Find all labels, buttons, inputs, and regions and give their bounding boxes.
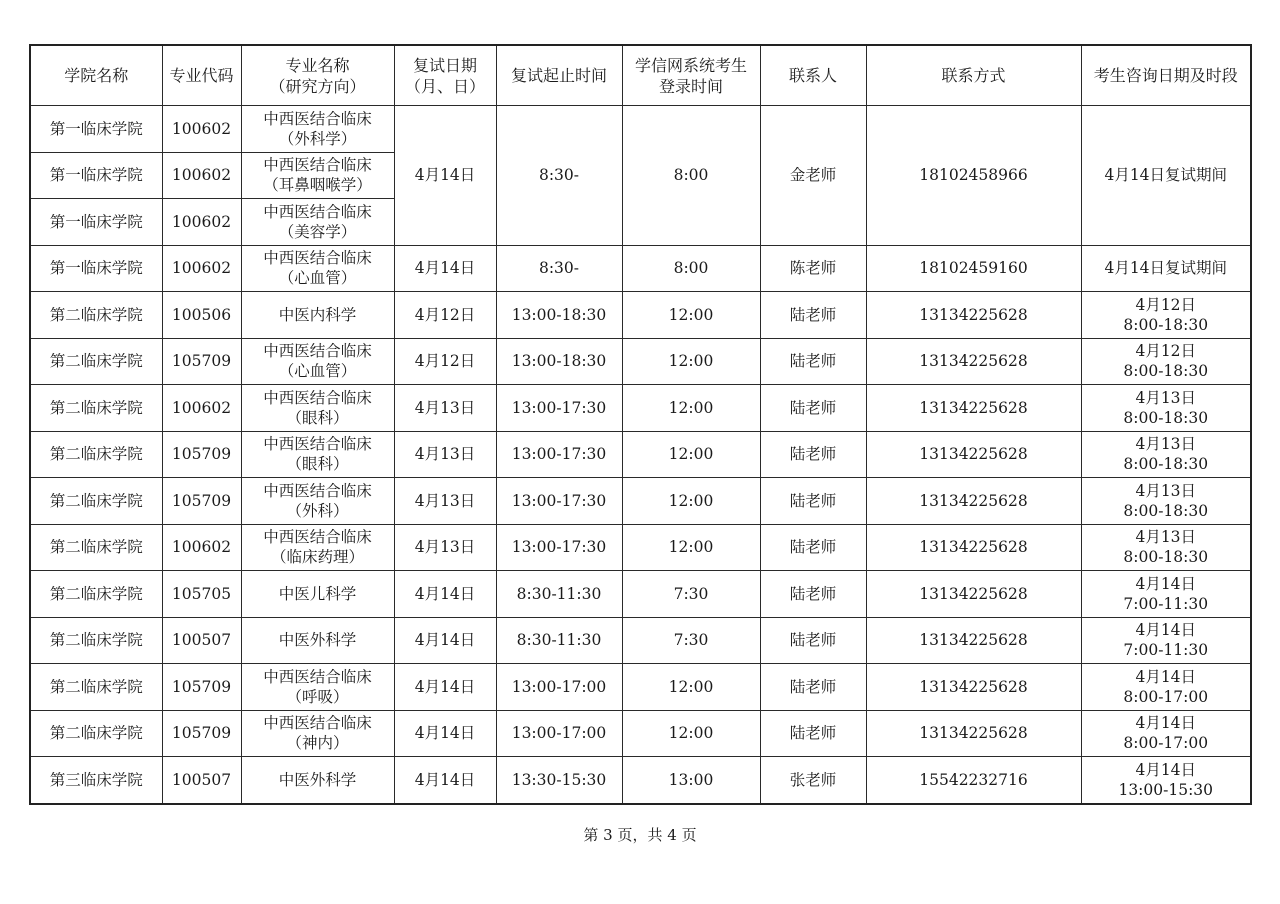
code-cell: 105709 [162,478,241,525]
consult-cell: 4月14日 13:00-15:30 [1081,757,1251,804]
date-cell: 4月12日 [394,338,496,385]
code-cell: 100602 [162,152,241,199]
header-interview-time: 复试起止时间 [496,45,622,106]
header-consult: 考生咨询日期及时段 [1081,45,1251,106]
major-cell: 中西医结合临床 （心血管） [241,338,394,385]
consult-cell: 4月14日复试期间 [1081,245,1251,292]
page-footer: 第 3 页，共 4 页 [583,826,697,844]
major-cell: 中西医结合临床 （呼吸） [241,664,394,711]
table-row [30,757,1251,804]
consult-cell: 4月13日 8:00-18:30 [1081,385,1251,432]
login-cell: 12:00 [622,478,760,525]
login-cell: 7:30 [622,617,760,664]
contact-cell: 陈老师 [760,245,866,292]
major-cell: 中西医结合临床 （耳鼻咽喉学） [241,152,394,199]
major-cell: 中西医结合临床 （外科） [241,478,394,525]
consult-cell: 4月14日 8:00-17:00 [1081,664,1251,711]
code-cell: 100506 [162,292,241,339]
header-contact: 联系人 [760,45,866,106]
code-cell: 100602 [162,199,241,246]
phone-cell: 13134225628 [866,524,1081,571]
login-cell: 12:00 [622,292,760,339]
consult-cell: 4月13日 8:00-18:30 [1081,524,1251,571]
table-row [30,617,1251,664]
login-cell: 12:00 [622,385,760,432]
table-row [30,292,1251,339]
college-cell: 第二临床学院 [30,524,162,571]
header-interview-date: 复试日期 （月、日） [394,45,496,106]
time-cell: 8:30-11:30 [496,617,622,664]
phone-cell: 15542232716 [866,757,1081,804]
code-cell: 105705 [162,571,241,618]
header-row [30,45,1251,106]
phone-cell: 13134225628 [866,617,1081,664]
major-cell: 中医儿科学 [241,571,394,618]
college-cell: 第二临床学院 [30,478,162,525]
time-cell: 13:30-15:30 [496,757,622,804]
header-phone: 联系方式 [866,45,1081,106]
consult-cell: 4月14日 7:00-11:30 [1081,617,1251,664]
header-major-name: 专业名称 （研究方向） [241,45,394,106]
date-cell: 4月13日 [394,478,496,525]
time-cell: 8:30- [496,106,622,246]
table-row [30,524,1251,571]
date-cell: 4月14日 [394,617,496,664]
contact-cell: 张老师 [760,757,866,804]
table-row [30,338,1251,385]
table-row [30,478,1251,525]
college-cell: 第二临床学院 [30,385,162,432]
time-cell: 8:30-11:30 [496,571,622,618]
contact-cell: 陆老师 [760,664,866,711]
time-cell: 13:00-17:00 [496,664,622,711]
phone-cell: 13134225628 [866,431,1081,478]
table-row [30,385,1251,432]
time-cell: 13:00-17:00 [496,710,622,757]
date-cell: 4月14日 [394,245,496,292]
major-cell: 中西医结合临床 （眼科） [241,431,394,478]
table-row [30,710,1251,757]
time-cell: 13:00-17:30 [496,524,622,571]
table-row [30,245,1251,292]
login-cell: 13:00 [622,757,760,804]
contact-cell: 陆老师 [760,710,866,757]
header-login-time: 学信网系统考生 登录时间 [622,45,760,106]
consult-cell: 4月13日 8:00-18:30 [1081,431,1251,478]
college-cell: 第二临床学院 [30,664,162,711]
college-cell: 第一临床学院 [30,106,162,153]
consult-cell: 4月14日复试期间 [1081,106,1251,246]
login-cell: 8:00 [622,245,760,292]
phone-cell: 13134225628 [866,710,1081,757]
date-cell: 4月14日 [394,106,496,246]
login-cell: 12:00 [622,431,760,478]
contact-cell: 陆老师 [760,292,866,339]
table-row [30,431,1251,478]
college-cell: 第一临床学院 [30,199,162,246]
major-cell: 中西医结合临床 （眼科） [241,385,394,432]
consult-cell: 4月14日 7:00-11:30 [1081,571,1251,618]
phone-cell: 13134225628 [866,338,1081,385]
login-cell: 12:00 [622,664,760,711]
login-cell: 12:00 [622,338,760,385]
phone-cell: 13134225628 [866,664,1081,711]
major-cell: 中西医结合临床 （临床药理） [241,524,394,571]
contact-cell: 陆老师 [760,617,866,664]
login-cell: 7:30 [622,571,760,618]
time-cell: 13:00-18:30 [496,292,622,339]
code-cell: 105709 [162,710,241,757]
college-cell: 第二临床学院 [30,710,162,757]
date-cell: 4月14日 [394,710,496,757]
contact-cell: 陆老师 [760,571,866,618]
time-cell: 13:00-17:30 [496,431,622,478]
contact-cell: 陆老师 [760,478,866,525]
code-cell: 105709 [162,664,241,711]
college-cell: 第二临床学院 [30,571,162,618]
college-cell: 第二临床学院 [30,338,162,385]
college-cell: 第二临床学院 [30,617,162,664]
table-row [30,664,1251,711]
date-cell: 4月14日 [394,571,496,618]
consult-cell: 4月12日 8:00-18:30 [1081,292,1251,339]
time-cell: 13:00-17:30 [496,478,622,525]
major-cell: 中医外科学 [241,617,394,664]
college-cell: 第一临床学院 [30,152,162,199]
phone-cell: 13134225628 [866,292,1081,339]
table-row [30,106,1251,153]
contact-cell: 金老师 [760,106,866,246]
consult-cell: 4月12日 8:00-18:30 [1081,338,1251,385]
contact-cell: 陆老师 [760,431,866,478]
table-row [30,571,1251,618]
code-cell: 100602 [162,524,241,571]
contact-cell: 陆老师 [760,524,866,571]
college-cell: 第二临床学院 [30,292,162,339]
major-cell: 中西医结合临床 （心血管） [241,245,394,292]
major-cell: 中西医结合临床 （外科学） [241,106,394,153]
phone-cell: 18102459160 [866,245,1081,292]
date-cell: 4月14日 [394,757,496,804]
code-cell: 100507 [162,757,241,804]
code-cell: 105709 [162,338,241,385]
code-cell: 100602 [162,385,241,432]
phone-cell: 13134225628 [866,571,1081,618]
header-major-code: 专业代码 [162,45,241,106]
major-cell: 中医外科学 [241,757,394,804]
login-cell: 12:00 [622,524,760,571]
time-cell: 13:00-17:30 [496,385,622,432]
time-cell: 8:30- [496,245,622,292]
phone-cell: 13134225628 [866,478,1081,525]
code-cell: 100602 [162,106,241,153]
code-cell: 100507 [162,617,241,664]
date-cell: 4月13日 [394,385,496,432]
college-cell: 第三临床学院 [30,757,162,804]
code-cell: 105709 [162,431,241,478]
date-cell: 4月13日 [394,431,496,478]
date-cell: 4月12日 [394,292,496,339]
phone-cell: 18102458966 [866,106,1081,246]
phone-cell: 13134225628 [866,385,1081,432]
college-cell: 第一临床学院 [30,245,162,292]
date-cell: 4月14日 [394,664,496,711]
date-cell: 4月13日 [394,524,496,571]
header-college: 学院名称 [30,45,162,106]
major-cell: 中医内科学 [241,292,394,339]
login-cell: 8:00 [622,106,760,246]
college-cell: 第二临床学院 [30,431,162,478]
code-cell: 100602 [162,245,241,292]
consult-cell: 4月13日 8:00-18:30 [1081,478,1251,525]
consult-cell: 4月14日 8:00-17:00 [1081,710,1251,757]
time-cell: 13:00-18:30 [496,338,622,385]
interview-schedule-table [29,44,1252,805]
contact-cell: 陆老师 [760,385,866,432]
login-cell: 12:00 [622,710,760,757]
major-cell: 中西医结合临床 （神内） [241,710,394,757]
contact-cell: 陆老师 [760,338,866,385]
major-cell: 中西医结合临床 （美容学） [241,199,394,246]
